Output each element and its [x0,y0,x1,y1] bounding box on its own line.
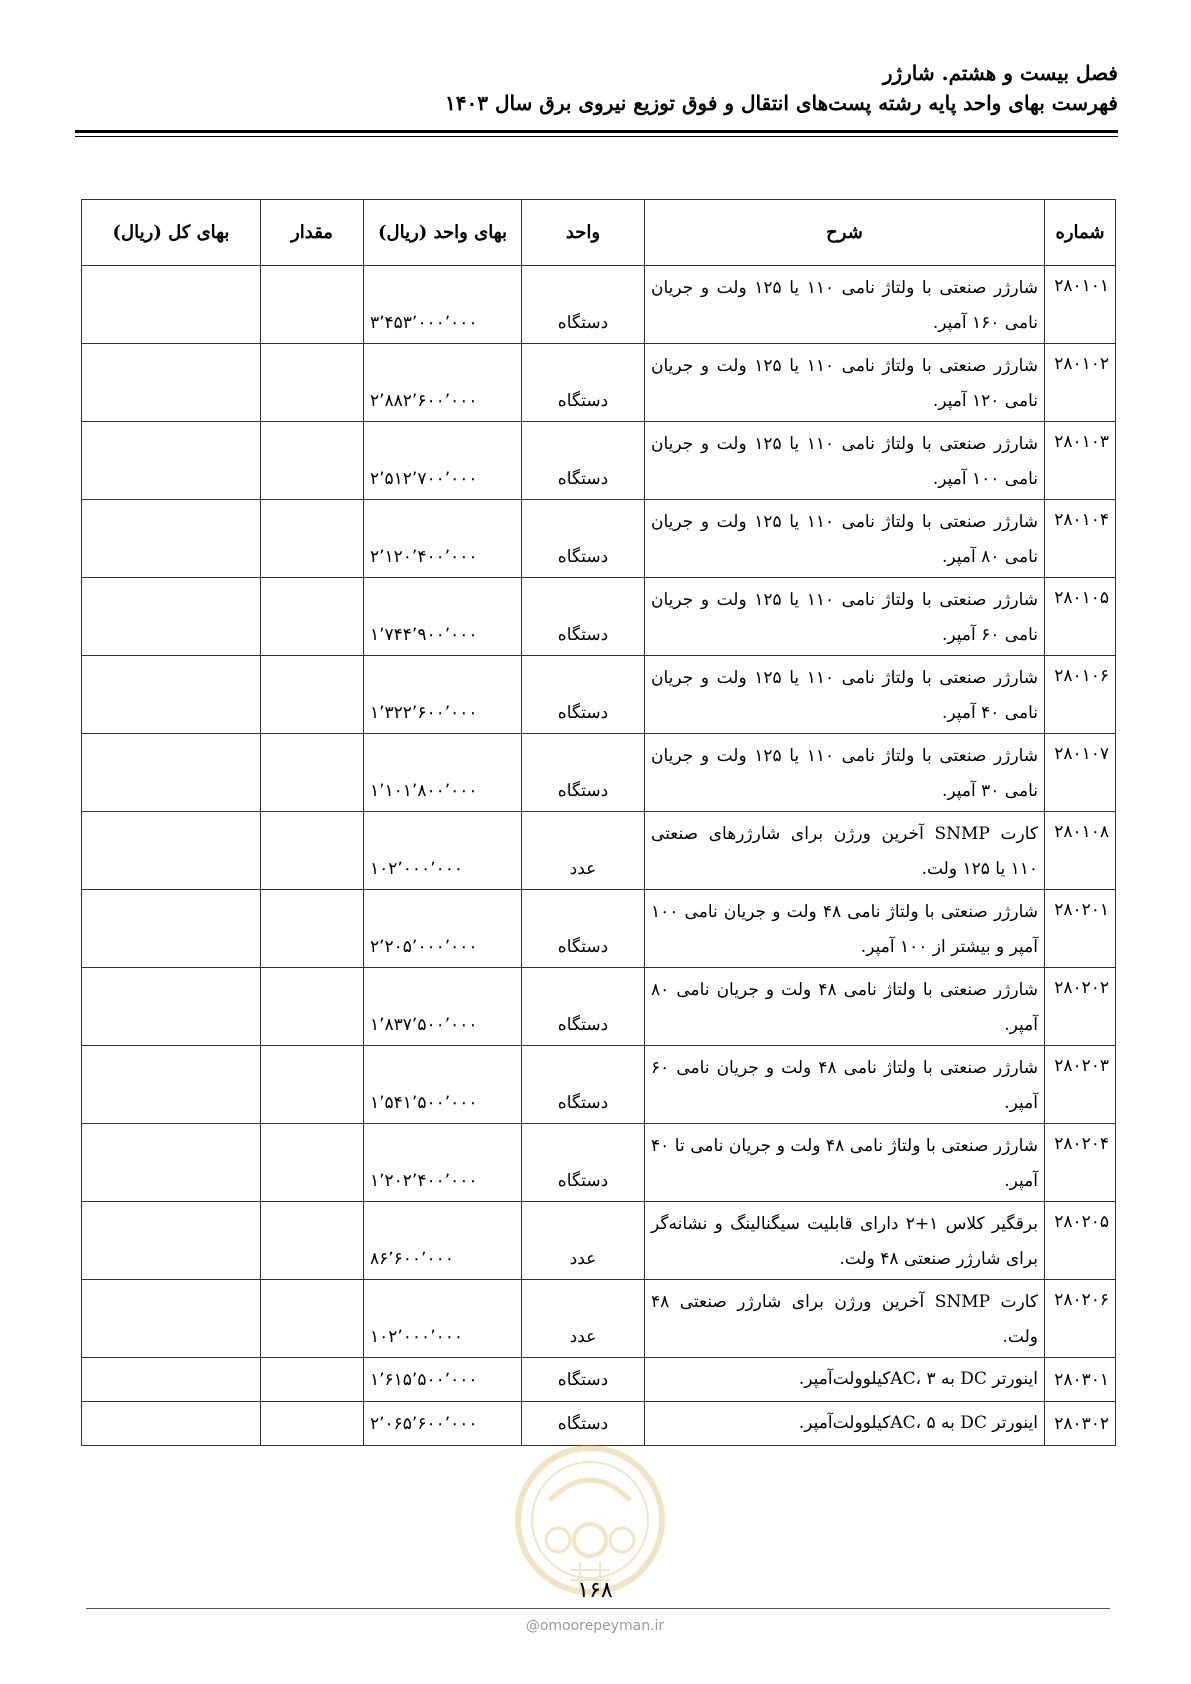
row-number: ۲۸۰۲۰۲ [1045,968,1116,1046]
row-unit-price: ۱۰۲٬۰۰۰٬۰۰۰ [364,812,522,890]
table-row [82,1402,1116,1446]
table-row [82,968,1116,1046]
row-unit: دستگاه [522,422,645,500]
row-total-price [82,344,261,422]
row-unit: عدد [522,1202,645,1280]
row-quantity [261,1202,364,1280]
row-unit: دستگاه [522,1402,645,1446]
row-total-price [82,1358,261,1402]
row-quantity [261,656,364,734]
row-quantity [261,578,364,656]
row-unit: دستگاه [522,344,645,422]
row-total-price [82,266,261,344]
table-row [82,1280,1116,1358]
row-description: شارژر صنعتی با ولتاژ نامی ۱۱۰ یا ۱۲۵ ولت و جریان نامی ۱۲۰ آمپر. [645,344,1045,422]
table-row [82,890,1116,968]
row-number: ۲۸۰۱۰۱ [1045,266,1116,344]
row-total-price [82,1202,261,1280]
table-row [82,266,1116,344]
row-total-price [82,500,261,578]
row-total-price [82,812,261,890]
document-subtitle: فهرست بهای واحد پایه رشته پست‌های انتقال و فوق توزیع نیروی برق سال ۱۴۰۳ [445,91,1118,115]
row-description: شارژر صنعتی با ولتاژ نامی ۱۱۰ یا ۱۲۵ ولت و جریان نامی ۸۰ آمپر. [645,500,1045,578]
row-total-price [82,422,261,500]
row-quantity [261,266,364,344]
row-description: اینورتر DC به AC، ۳کیلوولت‌آمپر. [645,1358,1045,1402]
column-header-description: شرح [645,200,1045,266]
row-unit-price: ۱٬۲۰۲٬۴۰۰٬۰۰۰ [364,1124,522,1202]
row-unit-price: ۱٬۱۰۱٬۸۰۰٬۰۰۰ [364,734,522,812]
row-unit-price: ۸۶٬۶۰۰٬۰۰۰ [364,1202,522,1280]
page-number: ۱۶۸ [577,1578,613,1603]
row-description: شارژر صنعتی با ولتاژ نامی ۱۱۰ یا ۱۲۵ ولت و جریان نامی ۱۰۰ آمپر. [645,422,1045,500]
row-unit: دستگاه [522,734,645,812]
row-number: ۲۸۰۱۰۸ [1045,812,1116,890]
row-unit: دستگاه [522,1124,645,1202]
row-number: ۲۸۰۱۰۲ [1045,344,1116,422]
row-number: ۲۸۰۱۰۷ [1045,734,1116,812]
row-unit: دستگاه [522,1046,645,1124]
row-number: ۲۸۰۲۰۱ [1045,890,1116,968]
table-row [82,656,1116,734]
row-number: ۲۸۰۲۰۵ [1045,1202,1116,1280]
row-description: شارژر صنعتی با ولتاژ نامی ۱۱۰ یا ۱۲۵ ولت و جریان نامی ۱۶۰ آمپر. [645,266,1045,344]
row-quantity [261,812,364,890]
row-unit: دستگاه [522,500,645,578]
row-quantity [261,344,364,422]
row-number: ۲۸۰۱۰۴ [1045,500,1116,578]
table-row [82,1124,1116,1202]
row-description: شارژر صنعتی با ولتاژ نامی ۴۸ ولت و جریان نامی ۶۰ آمپر. [645,1046,1045,1124]
page-header [75,58,1118,118]
row-unit-price: ۳٬۴۵۳٬۰۰۰٬۰۰۰ [364,266,522,344]
row-description: شارژر صنعتی با ولتاژ نامی ۱۱۰ یا ۱۲۵ ولت و جریان نامی ۳۰ آمپر. [645,734,1045,812]
header-rule-thick [75,130,1118,133]
row-unit: عدد [522,1280,645,1358]
row-total-price [82,734,261,812]
row-unit-price: ۲٬۸۸۲٬۶۰۰٬۰۰۰ [364,344,522,422]
row-description: شارژر صنعتی با ولتاژ نامی ۴۸ ولت و جریان نامی ۱۰۰ آمپر و بیشتر از ۱۰۰ آمپر. [645,890,1045,968]
row-unit-price: ۱٬۳۲۲٬۶۰۰٬۰۰۰ [364,656,522,734]
row-unit-price: ۱٬۸۳۷٬۵۰۰٬۰۰۰ [364,968,522,1046]
row-description: کارت SNMP آخرین ورژن برای شارژرهای صنعتی ۱۱۰ یا ۱۲۵ ولت. [645,812,1045,890]
row-number: ۲۸۰۲۰۴ [1045,1124,1116,1202]
table-row [82,344,1116,422]
row-number: ۲۸۰۲۰۳ [1045,1046,1116,1124]
row-quantity [261,500,364,578]
row-unit: دستگاه [522,266,645,344]
row-description: شارژر صنعتی با ولتاژ نامی ۴۸ ولت و جریان نامی تا ۴۰ آمپر. [645,1124,1045,1202]
row-description: شارژر صنعتی با ولتاژ نامی ۴۸ ولت و جریان نامی ۸۰ آمپر. [645,968,1045,1046]
table-row [82,734,1116,812]
row-description: کارت SNMP آخرین ورژن برای شارژر صنعتی ۴۸ ولت. [645,1280,1045,1358]
row-quantity [261,1280,364,1358]
row-unit-price: ۲٬۰۶۵٬۶۰۰٬۰۰۰ [364,1402,522,1446]
row-quantity [261,1402,364,1446]
website-watermark: @omoorepeyman.ir [525,1618,665,1634]
row-unit: دستگاه [522,578,645,656]
row-unit: عدد [522,812,645,890]
table-row [82,1202,1116,1280]
row-total-price [82,1402,261,1446]
row-unit: دستگاه [522,656,645,734]
table-row [82,422,1116,500]
row-unit: دستگاه [522,1358,645,1402]
table-row [82,1046,1116,1124]
row-description: شارژر صنعتی با ولتاژ نامی ۱۱۰ یا ۱۲۵ ولت و جریان نامی ۴۰ آمپر. [645,656,1045,734]
row-quantity [261,422,364,500]
chapter-title: فصل بیست و هشتم. شارژر [882,61,1118,85]
row-unit-price: ۲٬۲۰۵٬۰۰۰٬۰۰۰ [364,890,522,968]
row-number: ۲۸۰۱۰۵ [1045,578,1116,656]
row-unit-price: ۱٬۷۴۴٬۹۰۰٬۰۰۰ [364,578,522,656]
row-quantity [261,1358,364,1402]
row-number: ۲۸۰۱۰۶ [1045,656,1116,734]
row-total-price [82,1280,261,1358]
row-total-price [82,968,261,1046]
row-total-price [82,890,261,968]
table-row [82,578,1116,656]
row-total-price [82,656,261,734]
row-total-price [82,1124,261,1202]
row-quantity [261,734,364,812]
row-quantity [261,1124,364,1202]
column-header-unit: واحد [522,200,645,266]
row-number: ۲۸۰۲۰۶ [1045,1280,1116,1358]
row-quantity [261,968,364,1046]
row-unit: دستگاه [522,890,645,968]
row-unit-price: ۲٬۱۲۰٬۴۰۰٬۰۰۰ [364,500,522,578]
row-total-price [82,1046,261,1124]
column-header-unit-price: بهای واحد (ریال) [364,200,522,266]
row-unit-price: ۱٬۵۴۱٬۵۰۰٬۰۰۰ [364,1046,522,1124]
row-description: اینورتر DC به AC، ۵کیلوولت‌آمپر. [645,1402,1045,1446]
header-rule-thin [75,136,1118,137]
row-quantity [261,890,364,968]
row-description: برقگیر کلاس ۱+۲ دارای قابلیت سیگنالینگ و نشانه‌گر برای شارژر صنعتی ۴۸ ولت. [645,1202,1045,1280]
price-table [81,199,1116,1446]
footer-rule [86,1608,1110,1609]
row-number: ۲۸۰۳۰۱ [1045,1358,1116,1402]
row-number: ۲۸۰۳۰۲ [1045,1402,1116,1446]
column-header-number: شماره [1045,200,1116,266]
row-description: شارژر صنعتی با ولتاژ نامی ۱۱۰ یا ۱۲۵ ولت و جریان نامی ۶۰ آمپر. [645,578,1045,656]
row-number: ۲۸۰۱۰۳ [1045,422,1116,500]
column-header-quantity: مقدار [261,200,364,266]
row-unit: دستگاه [522,968,645,1046]
table-header-row [82,200,1116,266]
row-unit-price: ۱٬۶۱۵٬۵۰۰٬۰۰۰ [364,1358,522,1402]
row-unit-price: ۱۰۲٬۰۰۰٬۰۰۰ [364,1280,522,1358]
row-unit-price: ۲٬۵۱۲٬۷۰۰٬۰۰۰ [364,422,522,500]
table-row [82,812,1116,890]
row-total-price [82,578,261,656]
table-row [82,500,1116,578]
row-quantity [261,1046,364,1124]
table-row [82,1358,1116,1402]
column-header-total-price: بهای کل (ریال) [82,200,261,266]
